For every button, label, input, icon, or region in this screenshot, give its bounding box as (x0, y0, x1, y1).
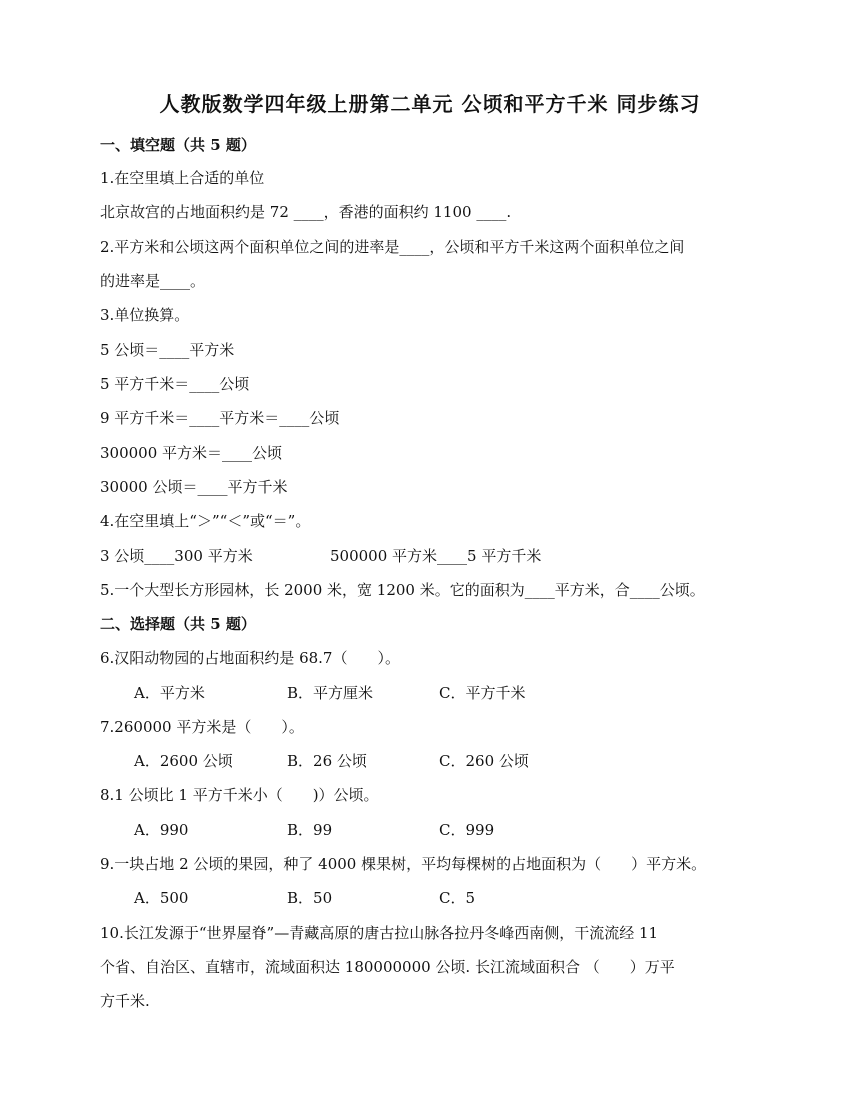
question-1-stem: 1.在空里填上合适的单位 (100, 169, 265, 187)
option-b: B．平方厘米 (287, 684, 374, 702)
section-heading-fill-blank: 一、填空题（共 5 题） (100, 136, 256, 154)
section-heading-multiple-choice: 二、选择题（共 5 题） (100, 615, 256, 633)
option-c: C．260 公顷 (439, 752, 529, 770)
option-c: C．5 (439, 889, 476, 907)
question-3-item: 5 公顷＝____平方米 (100, 341, 235, 359)
option-b: B．26 公顷 (287, 752, 367, 770)
question-7-stem: 7.260000 平方米是（ ）。 (100, 718, 304, 736)
question-3-item: 5 平方千米＝____公顷 (100, 375, 250, 393)
question-10-line-1: 10.长江发源于“世界屋脊”—青藏高原的唐古拉山脉各拉丹冬峰西南侧，干流流经 11 (100, 924, 659, 942)
question-2-line-2: 的进率是____。 (100, 272, 206, 290)
question-3-item: 300000 平方米＝____公顷 (100, 444, 283, 462)
question-8-stem: 8.1 公顷比 1 平方千米小（ )）公顷。 (100, 786, 379, 804)
option-a: A．平方米 (134, 684, 205, 702)
question-10-line-3: 方千米. (100, 992, 150, 1010)
option-a: A．500 (134, 889, 189, 907)
question-3-item: 30000 公顷＝____平方千米 (100, 478, 288, 496)
question-6-stem: 6.汉阳动物园的占地面积约是 68.7（ ）。 (100, 649, 400, 667)
question-4-left: 3 公顷____300 平方米 (100, 547, 253, 565)
question-4-right: 500000 平方米____5 平方千米 (330, 547, 542, 565)
option-a: A．990 (134, 821, 189, 839)
question-9-stem: 9.一块占地 2 公顷的果园，种了 4000 棵果树，平均每棵树的占地面积为（ ）平方米。 (100, 855, 707, 873)
question-4-stem: 4.在空里填上“＞”“＜”或“＝”。 (100, 512, 311, 530)
page-title: 人教版数学四年级上册第二单元 公顷和平方千米 同步练习 (159, 92, 701, 116)
option-b: B．99 (287, 821, 333, 839)
question-2-line-1: 2.平方米和公顷这两个面积单位之间的进率是____，公顷和平方千米这两个面积单位之间 (100, 238, 685, 256)
option-a: A．2600 公顷 (134, 752, 233, 770)
question-1-line: 北京故宫的占地面积约是 72 ____，香港的面积约 1100 ____. (100, 203, 512, 221)
question-3-stem: 3.单位换算。 (100, 306, 190, 324)
option-c: C．999 (439, 821, 495, 839)
option-b: B．50 (287, 889, 333, 907)
question-5-line: 5.一个大型长方形园林，长 2000 米，宽 1200 米。它的面积为____平方米，合____公顷。 (100, 581, 705, 599)
question-3-item: 9 平方千米＝____平方米＝____公顷 (100, 409, 340, 427)
question-10-line-2: 个省、自治区、直辖市，流域面积达 180000000 公顷. 长江流域面积合 （ ）万平 (100, 958, 675, 976)
option-c: C．平方千米 (439, 684, 526, 702)
